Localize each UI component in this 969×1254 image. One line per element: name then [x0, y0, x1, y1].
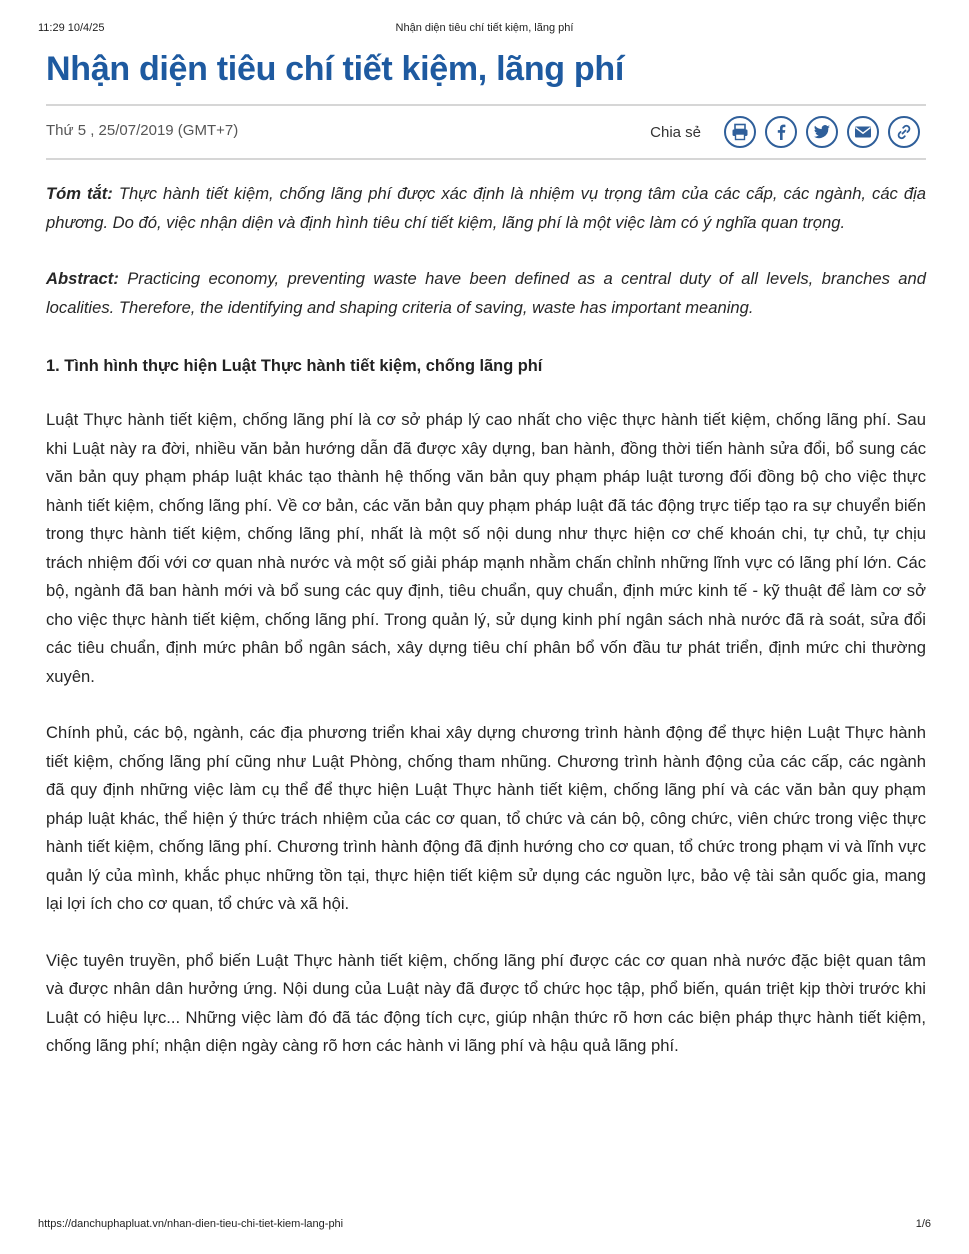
- article: [46, 48, 926, 1089]
- print-icon[interactable]: [724, 116, 756, 148]
- twitter-icon[interactable]: [806, 116, 838, 148]
- print-header: [38, 22, 931, 38]
- abstract-text: Practicing economy, preventing waste have been defined as a central duty of all levels, branches and localities. Therefore, the identifying and shaping criteria of saving, waste has important meaning.: [46, 269, 926, 317]
- share-bar: [650, 114, 920, 150]
- summary-paragraph: [46, 180, 926, 237]
- link-icon[interactable]: [888, 116, 920, 148]
- section-heading: 1. Tình hình thực hiện Luật Thực hành tiết kiệm, chống lãng phí: [46, 357, 543, 375]
- body-paragraph-2: Chính phủ, các bộ, ngành, các địa phương triển khai xây dựng chương trình hành động để thực hiện Luật Thực hành tiết kiệm, chống lãng phí cũng như Luật Phòng, chống tham nhũng. Chương trình hành động của các cấp, các ngành đã quy định những việc làm cụ thể để thực hiện Luật Thực hành tiết kiệm, chống lãng phí và các văn bản quy phạm pháp luật khác, thể hiện ý thức trách nhiệm của các cơ quan, tổ chức và cán bộ, công chức, viên chức trong việc thực hành tiết kiệm, chống lãng phí. Chương trình hành động đã định hướng cho cơ quan, tổ chức trong phạm vi và lĩnh vực quản lý của mình, khắc phục những tồn tại, thực hiện tiết kiệm sử dụng các nguồn lực, bảo vệ tài sản quốc gia, mang lại lợi ích cho cơ quan, tổ chức và xã hội.: [46, 723, 926, 913]
- article-body: [46, 180, 926, 1061]
- print-footer: [38, 1218, 931, 1234]
- share-label: Chia sẻ: [650, 123, 701, 141]
- facebook-icon[interactable]: [765, 116, 797, 148]
- print-datetime: 11:29 10/4/25: [38, 22, 105, 34]
- meta-divider: [46, 158, 926, 160]
- publish-date: Thứ 5 , 25/07/2019 (GMT+7): [46, 122, 239, 139]
- print-url[interactable]: https://danchuphapluat.vn/nhan-dien-tieu-chi-tiet-kiem-lang-phi: [38, 1218, 344, 1230]
- article-meta-bar: [46, 106, 926, 158]
- abstract-label: Abstract:: [46, 269, 119, 288]
- print-page-number: 1/6: [915, 1218, 931, 1230]
- email-icon[interactable]: [847, 116, 879, 148]
- summary-label: Tóm tắt:: [46, 184, 113, 203]
- body-paragraph-3: Việc tuyên truyền, phổ biến Luật Thực hành tiết kiệm, chống lãng phí được các cơ quan nhà nước đặc biệt quan tâm và được nhân dân hưởng ứng. Nội dung của Luật này đã được tổ chức học tập, phổ biến, quán triệt kịp thời trước khi Luật có hiệu lực... Những việc làm đó đã tác động tích cực, giúp nhận thức rõ hơn các biện pháp thực hành tiết kiệm, chống lãng phí; nhận diện ngày càng rõ hơn các hành vi lãng phí và hậu quả lãng phí.: [46, 950, 926, 1055]
- print-page-title: Nhận diện tiêu chí tiết kiệm, lãng phí: [395, 22, 574, 34]
- article-title: Nhận diện tiêu chí tiết kiệm, lãng phí: [46, 50, 625, 88]
- abstract-paragraph: [46, 265, 926, 322]
- body-paragraph-1: Luật Thực hành tiết kiệm, chống lãng phí là cơ sở pháp lý cao nhất cho việc thực hành tiết kiệm, chống lãng phí. Sau khi Luật này ra đời, nhiều văn bản hướng dẫn đã được xây dựng, ban hành, đồng thời tiến hành sửa đổi, bổ sung các văn bản quy phạm pháp luật khác tạo thành hệ thống văn bản quy phạm pháp luật tương đối đồng bộ cho việc thực hành tiết kiệm, chống lãng phí. Về cơ bản, các văn bản quy phạm pháp luật đã tác động trực tiếp tạo ra sự chuyển biến trong thực hành tiết kiệm, chống lãng phí, nhất là một số nội dung như thực hiện cơ chế khoán chi, tự chủ, tự chịu trách nhiệm đối với cơ quan nhà nước và một số giải pháp mạnh nhằm chấn chỉnh những lĩnh vực có lãng phí lớn. Các bộ, ngành đã ban hành mới và bổ sung các quy định, tiêu chuẩn, quy chuẩn, định mức kinh tế - kỹ thuật để làm cơ sở cho việc thực hành tiết kiệm, chống lãng phí. Trong quản lý, sử dụng kinh phí ngân sách nhà nước đã rà soát, sửa đổi các tiêu chuẩn, định mức phân bổ ngân sách, xây dựng tiêu chí phân bổ vốn đầu tư phát triển, định mức chi thường xuyên.: [46, 410, 926, 686]
- summary-text: Thực hành tiết kiệm, chống lãng phí được xác định là nhiệm vụ trọng tâm của các cấp, các ngành, các địa phương. Do đó, việc nhận diện và định hình tiêu chí tiết kiệm, lãng phí là một việc làm có ý nghĩa quan trọng.: [46, 184, 926, 232]
